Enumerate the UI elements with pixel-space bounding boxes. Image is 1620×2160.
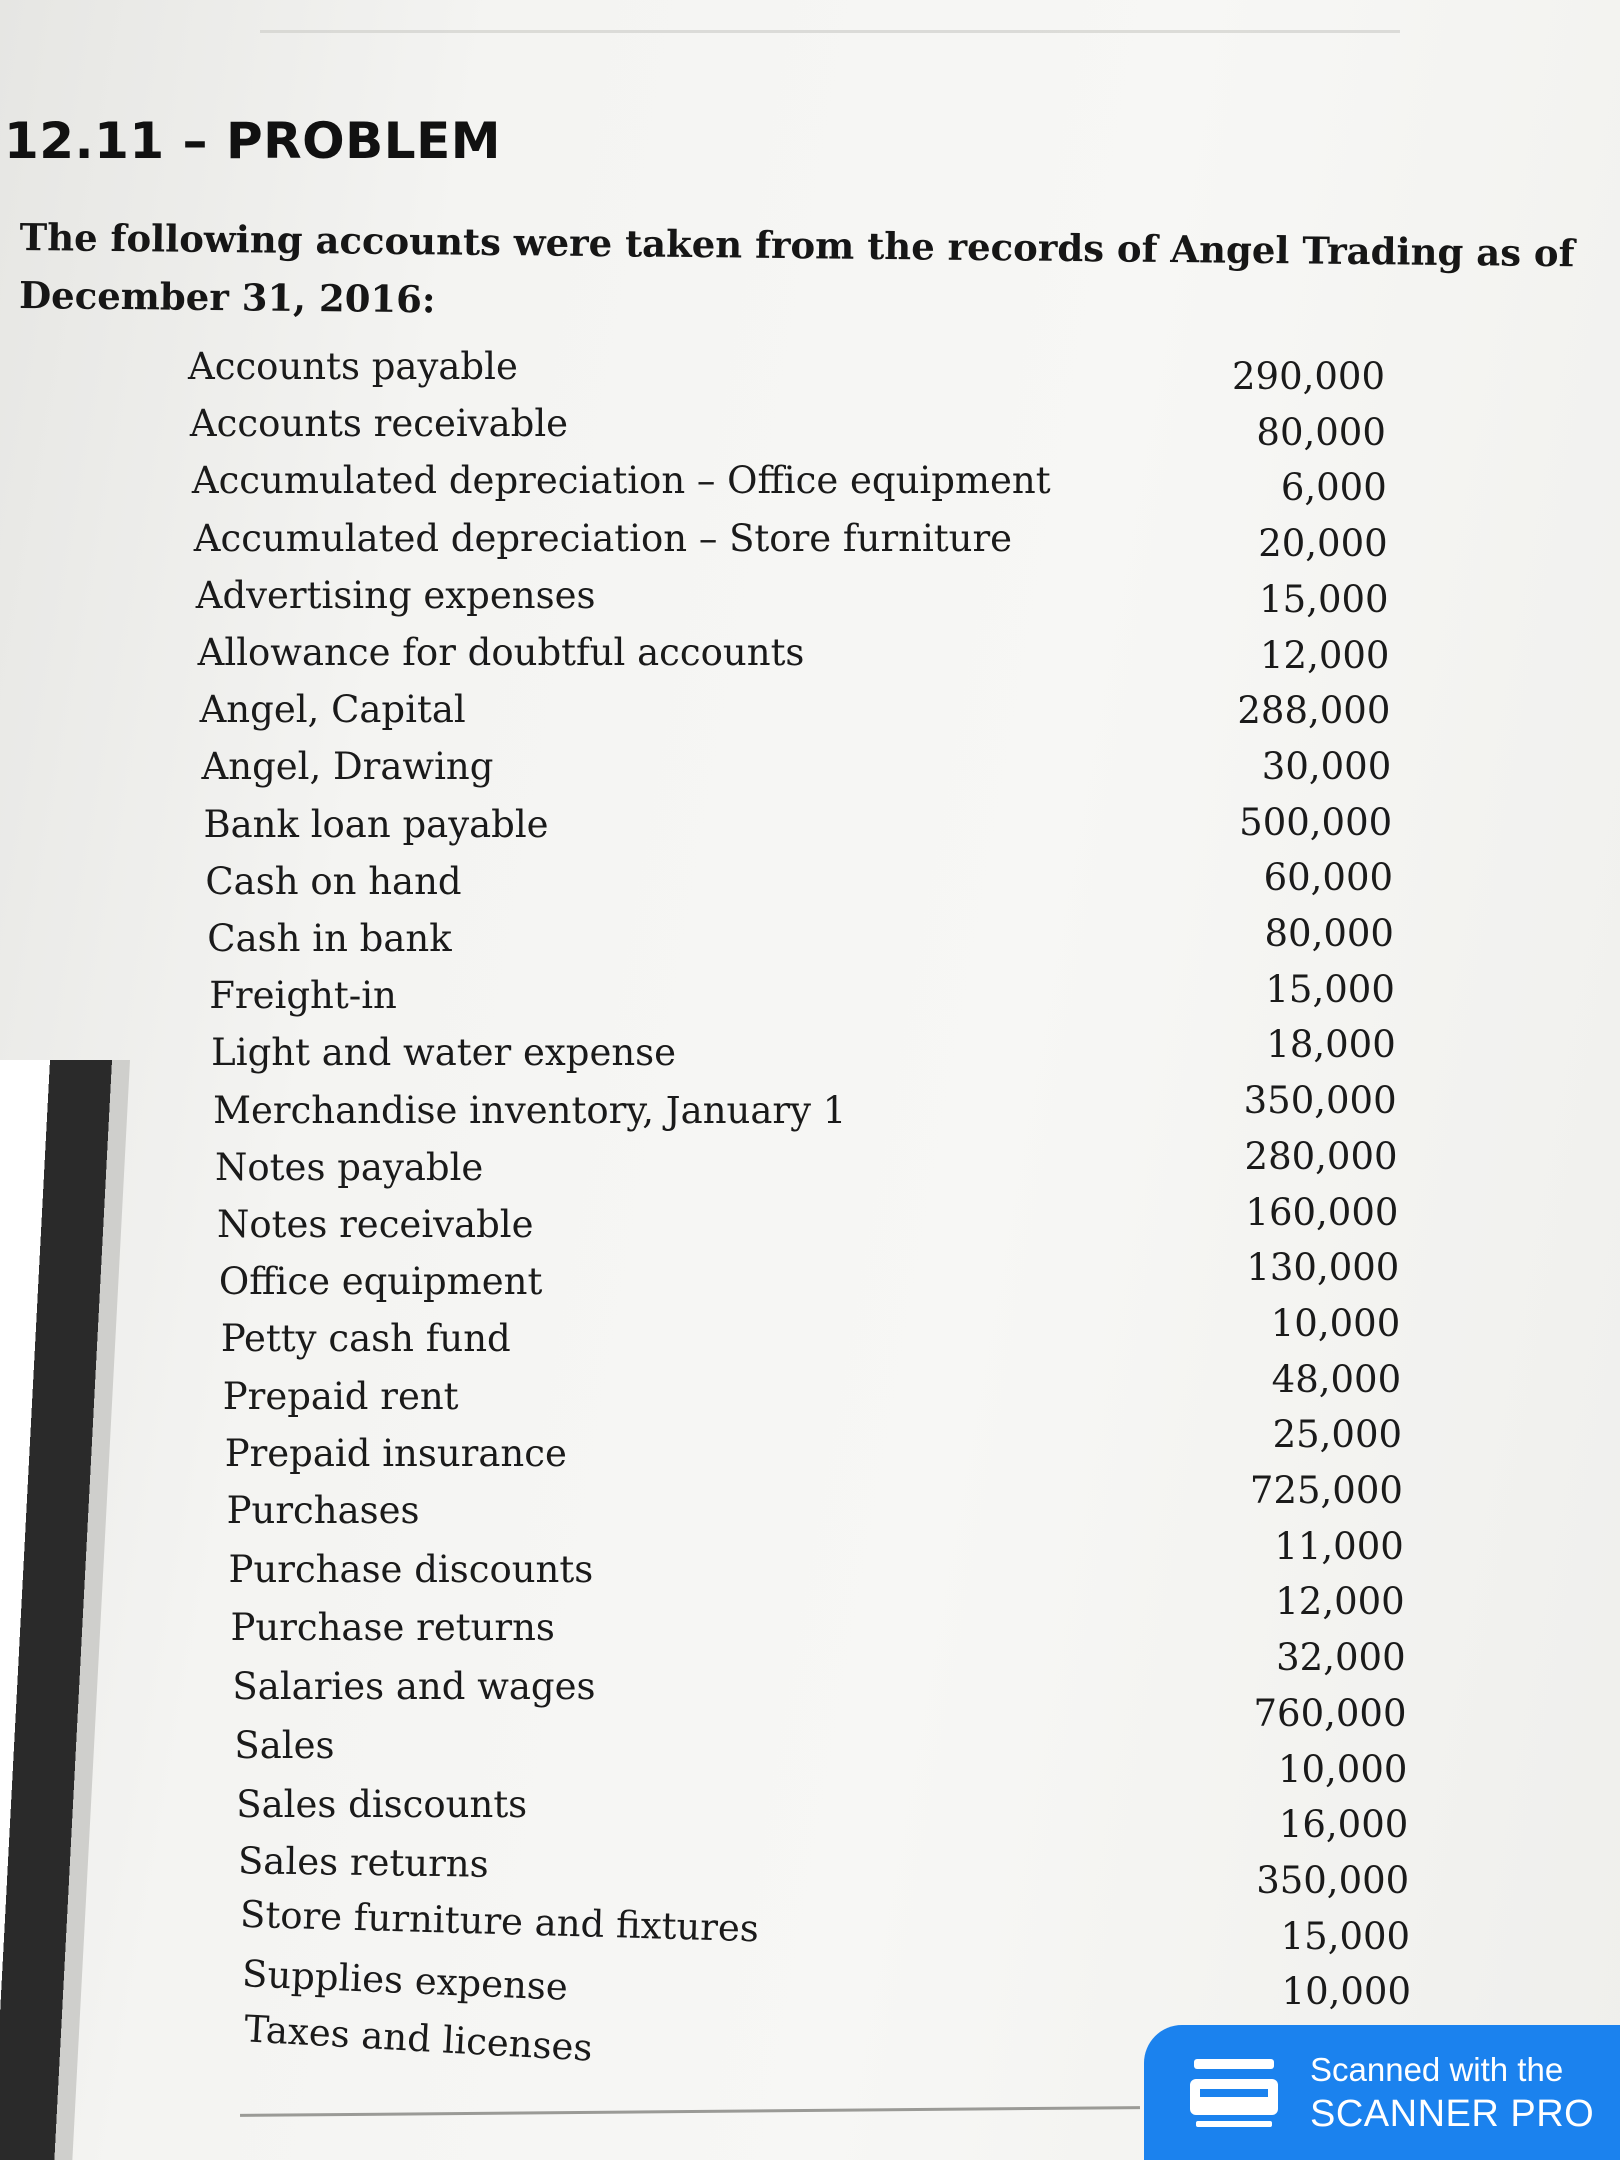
account-name: Prepaid insurance <box>224 1431 567 1475</box>
account-amount: 15,000 <box>1259 577 1389 621</box>
badge-brand: SCANNER PRO <box>1310 2093 1595 2135</box>
account-name: Accounts receivable <box>189 402 569 446</box>
account-amount: 25,000 <box>1272 1413 1403 1457</box>
account-name: Freight-in <box>209 974 397 1018</box>
account-name: Sales discounts <box>236 1782 528 1826</box>
account-name: Purchases <box>226 1489 420 1532</box>
account-name: Advertising expenses <box>195 573 596 617</box>
account-name: Sales <box>234 1723 335 1767</box>
account-amount: 760,000 <box>1253 1691 1407 1735</box>
account-amount: 130,000 <box>1246 1246 1400 1290</box>
account-amount: 288,000 <box>1237 689 1391 733</box>
account-amount: 350,000 <box>1256 1858 1410 1902</box>
account-amount: 12,000 <box>1260 633 1390 677</box>
account-name: Salaries and wages <box>232 1665 596 1709</box>
account-amount: 60,000 <box>1263 856 1394 900</box>
account-amount: 725,000 <box>1249 1469 1403 1512</box>
account-name: Accounts payable <box>188 345 518 388</box>
account-name: Angel, Capital <box>199 688 466 732</box>
account-amount: 160,000 <box>1245 1190 1399 1234</box>
account-amount: 350,000 <box>1243 1079 1397 1123</box>
account-amount: 16,000 <box>1278 1803 1409 1847</box>
problem-intro: The following accounts were taken from the records of Angel Trading as of December 31, 2016: <box>18 214 1575 322</box>
account-name: Office equipment <box>218 1260 543 1304</box>
account-amount: 10,000 <box>1281 1970 1411 2014</box>
badge-caption: Scanned with the <box>1310 2051 1564 2088</box>
account-name: Accumulated depreciation – Store furniture <box>193 516 1013 560</box>
account-name: Purchase discounts <box>228 1547 594 1591</box>
account-name: Sales returns <box>237 1839 490 1886</box>
account-name: Purchase returns <box>230 1606 555 1650</box>
account-amount: 11,000 <box>1274 1524 1404 1568</box>
account-name: Cash on hand <box>205 859 462 903</box>
account-amount: 10,000 <box>1270 1301 1401 1345</box>
account-amount: 6,000 <box>1280 466 1387 510</box>
account-amount: 80,000 <box>1264 912 1394 955</box>
account-name: Supplies expense <box>241 1951 569 2009</box>
account-amount: 20,000 <box>1258 522 1388 566</box>
account-amount: 15,000 <box>1265 967 1395 1011</box>
account-name: Angel, Drawing <box>201 745 494 789</box>
account-name: Store furniture and fixtures <box>239 1892 760 1951</box>
account-amount: 80,000 <box>1256 410 1386 454</box>
account-name: Notes payable <box>215 1145 484 1189</box>
account-amount: 48,000 <box>1271 1357 1402 1401</box>
account-name: Petty cash fund <box>220 1317 511 1361</box>
account-amount: 18,000 <box>1266 1023 1396 1067</box>
account-name: Notes receivable <box>216 1203 534 1246</box>
account-amount: 32,000 <box>1276 1636 1406 1680</box>
account-name: Taxes and licenses <box>243 2007 594 2070</box>
account-name: Cash in bank <box>207 917 452 960</box>
account-amount: 30,000 <box>1261 744 1392 788</box>
scanner-pro-badge[interactable] <box>1144 2025 1620 2160</box>
account-name: Allowance for doubtful accounts <box>197 631 805 674</box>
account-amount: 12,000 <box>1275 1580 1405 1624</box>
scanner-icon <box>1188 2055 1280 2135</box>
account-name: Light and water expense <box>211 1031 677 1075</box>
account-amount: 15,000 <box>1280 1914 1411 1958</box>
account-amount: 500,000 <box>1239 800 1393 844</box>
account-name: Bank loan payable <box>203 802 549 846</box>
account-amount: 280,000 <box>1244 1134 1398 1178</box>
account-amount: 290,000 <box>1231 355 1385 398</box>
account-name: Prepaid rent <box>222 1374 459 1418</box>
account-name: Merchandise inventory, January 1 <box>213 1088 847 1132</box>
problem-heading: 12.11 – PROBLEM <box>4 112 502 170</box>
account-name: Accumulated depreciation – Office equipment <box>191 459 1051 503</box>
account-amount: 10,000 <box>1277 1747 1408 1791</box>
